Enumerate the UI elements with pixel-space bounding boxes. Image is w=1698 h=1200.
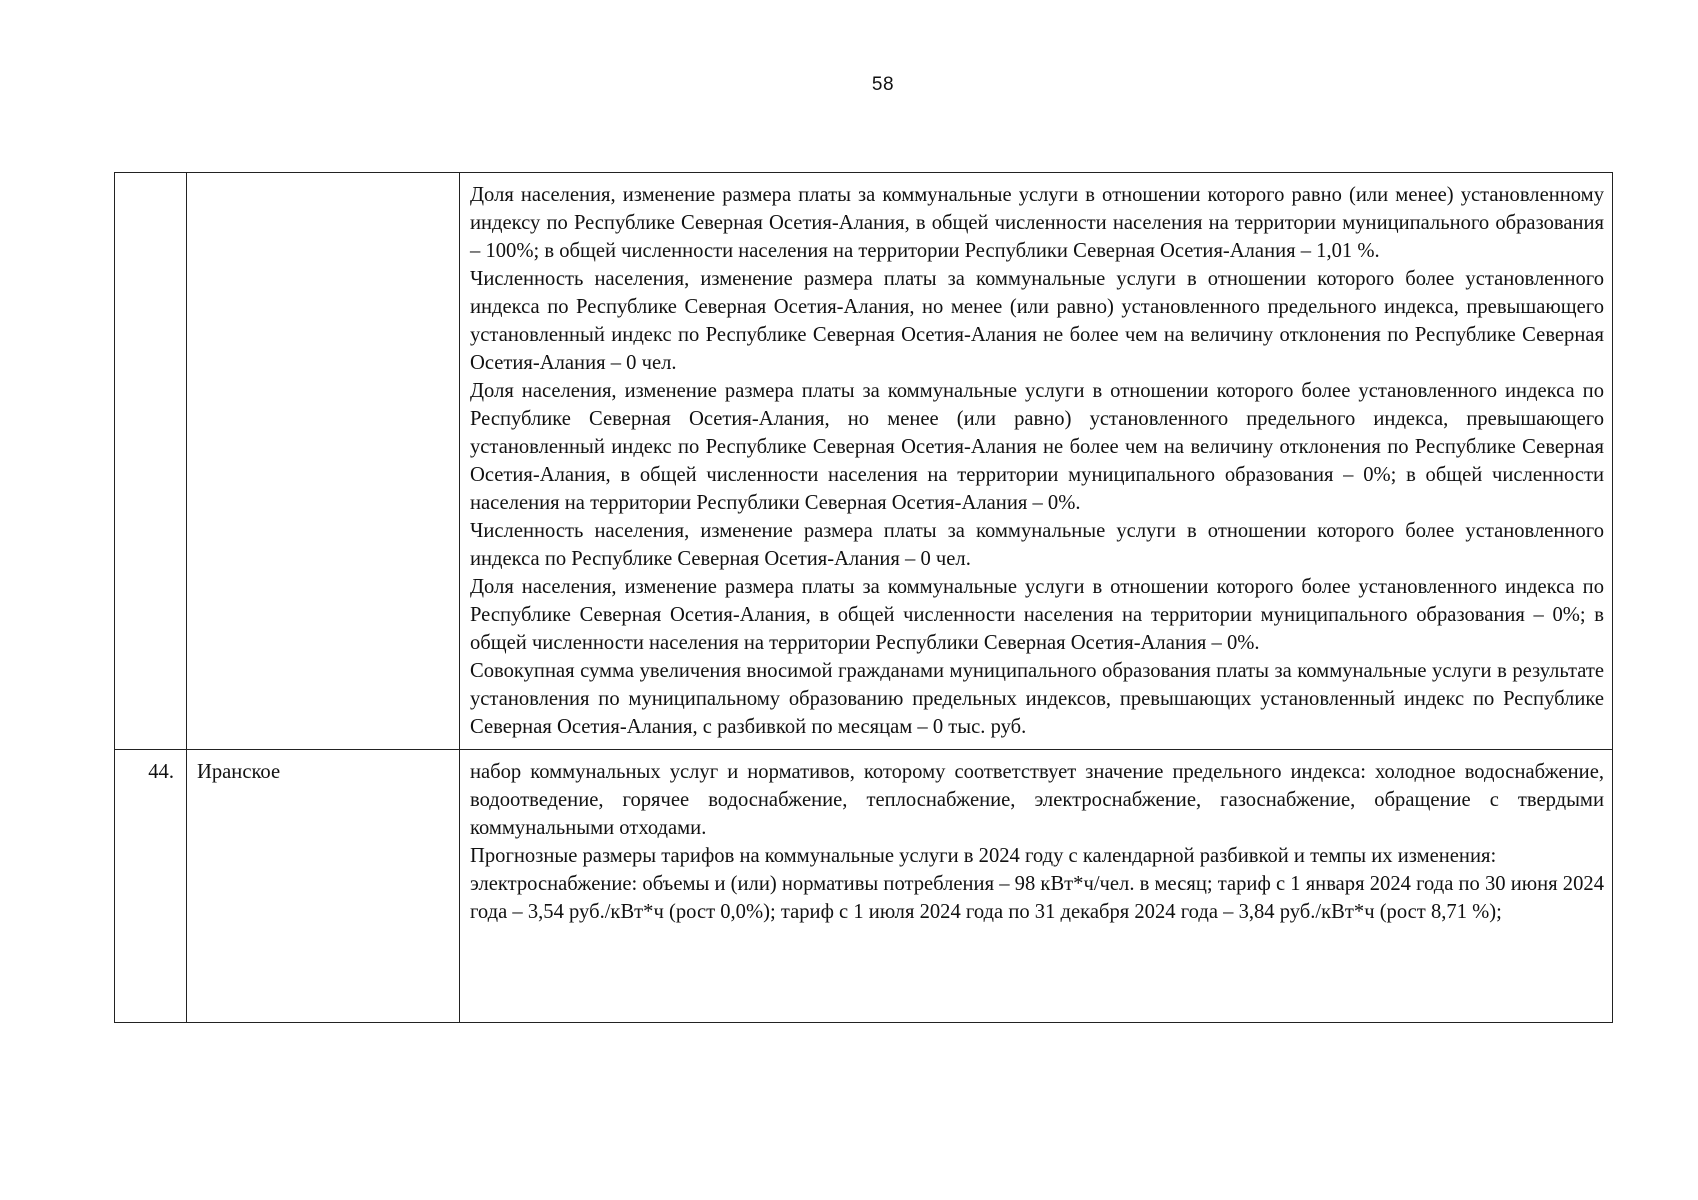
row-number-cell bbox=[115, 173, 187, 750]
indicator-paragraph: Прогнозные размеры тарифов на коммунальные услуги в 2024 году с календарной разбивкой и темпы их изменения: bbox=[470, 845, 1497, 867]
indicator-paragraph: Численность населения, изменение размера платы за коммунальные услуги в отношении которого более установленного индекса по Республике Северная Осетия-Алания, но менее (или равно) установленного предельного индекса, превышающего установленный индекс по Республике Северная Осетия-Алания не более чем на величину отклонения по Республике Северная Осетия-Алания – 0 чел. bbox=[470, 268, 1604, 374]
indicator-paragraph: набор коммунальных услуг и нормативов, которому соответствует значение предельного индекса: холодное водоснабжение, водоотведение, горячее водоснабжение, теплоснабжение, электроснабжение, газоснабжение, обращение с твердыми коммунальными отходами. bbox=[470, 761, 1604, 839]
table-row bbox=[115, 173, 1613, 750]
indicator-paragraph: Доля населения, изменение размера платы за коммунальные услуги в отношении которого более установленного индекса по Республике Северная Осетия-Алания, но менее (или равно) установленного предельного индекса, превышающего установленный индекс по Республике Северная Осетия-Алания не более чем на величину отклонения по Республике Северная Осетия-Алания, в общей численности населения на территории муниципального образования – 0%; в общей численности населения на территории Республики Северная Осетия-Алания – 0%. bbox=[470, 380, 1604, 514]
indicators-cell bbox=[460, 750, 1613, 1023]
indicator-paragraph: Совокупная сумма увеличения вносимой гражданами муниципального образования платы за коммунальные услуги в результате установления по муниципальному образованию предельных индексов, превышающих установленный индекс по Республике Северная Осетия-Алания, с разбивкой по месяцам – 0 тыс. руб. bbox=[470, 660, 1604, 738]
indicator-paragraph: электроснабжение: объемы и (или) нормативы потребления – 98 кВт*ч/чел. в месяц; тариф с 1 января 2024 года по 30 июня 2024 года – 3,54 руб./кВт*ч (рост 0,0%); тариф с 1 июля 2024 года по 31 декабря 2024 года – 3,84 руб./кВт*ч (рост 8,71 %); bbox=[470, 873, 1604, 923]
indicator-paragraph: Доля населения, изменение размера платы за коммунальные услуги в отношении которого более установленного индекса по Республике Северная Осетия-Алания, в общей численности населения на территории муниципального образования – 0%; в общей численности населения на территории Республики Северная Осетия-Алания – 0%. bbox=[470, 576, 1604, 654]
page-number: 58 bbox=[871, 74, 895, 95]
indicators-cell bbox=[460, 173, 1613, 750]
municipality-name-cell bbox=[187, 173, 460, 750]
municipality-name-cell: Иранское bbox=[187, 750, 460, 1023]
indicator-paragraph: Численность населения, изменение размера платы за коммунальные услуги в отношении которого более установленного индекса по Республике Северная Осетия-Алания – 0 чел. bbox=[470, 520, 1604, 570]
row-number-cell: 44. bbox=[115, 750, 187, 1023]
municipality-table bbox=[114, 172, 1613, 1023]
table-row bbox=[115, 750, 1613, 1023]
indicator-paragraph: Доля населения, изменение размера платы за коммунальные услуги в отношении которого равно (или менее) установленному индексу по Республике Северная Осетия-Алания, в общей численности населения на территории муниципального образования – 100%; в общей численности населения на территории Республики Северная Осетия-Алания – 1,01 %. bbox=[470, 184, 1604, 262]
